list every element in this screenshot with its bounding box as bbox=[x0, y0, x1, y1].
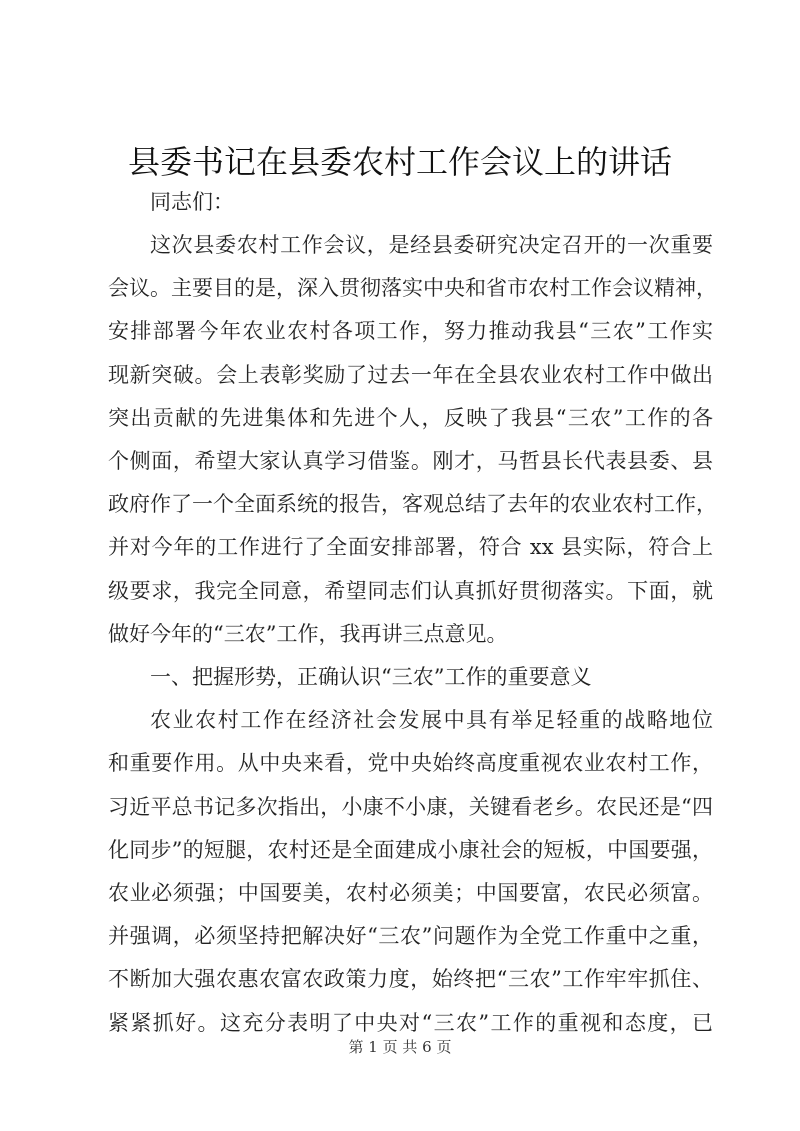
body-text-line: 不断加大强农惠农富农政策力度，始终把“三农”工作牢牢抓住、 bbox=[108, 967, 713, 991]
body-text-line: 做好今年的“三农”工作，我再讲三点意见。 bbox=[108, 622, 508, 646]
body-text-line: 并强调，必须坚持把解决好“三农”问题作为全党工作重中之重， bbox=[108, 924, 713, 948]
body-text-line: 政府作了一个全面系统的报告，客观总结了去年的农业农村工作， bbox=[108, 492, 717, 516]
body-text-line: 突出贡献的先进集体和先进个人，反映了我县“三农”工作的各 bbox=[108, 406, 713, 430]
body-text-line: 这次县委农村工作会议，是经县委研究决定召开的一次重要 bbox=[150, 233, 713, 257]
body-text-line: 并对今年的工作进行了全面安排部署，符合 xx 县实际，符合上 bbox=[108, 535, 713, 559]
body-text-line: 安排部署今年农业农村各项工作，努力推动我县“三农”工作实 bbox=[108, 319, 713, 343]
body-text-line: 现新突破。会上表彰奖励了过去一年在全县农业农村工作中做出 bbox=[108, 363, 713, 387]
body-text-line: 级要求，我完全同意，希望同志们认真抓好贯彻落实。下面，就 bbox=[108, 579, 713, 603]
section-heading: 一、把握形势，正确认识“三农”工作的重要意义 bbox=[150, 665, 592, 689]
page-footer: 第 1 页 共 6 页 bbox=[348, 1038, 452, 1056]
body-text-line: 习近平总书记多次指出，小康不小康，关键看老乡。农民还是“四 bbox=[108, 795, 713, 819]
salutation: 同志们： bbox=[150, 190, 234, 214]
body-text-line: 化同步”的短腿，农村还是全面建成小康社会的短板，中国要强， bbox=[108, 838, 713, 862]
document-title: 县委书记在县委农村工作会议上的讲话 bbox=[127, 143, 672, 181]
body-text-line: 会议。主要目的是，深入贯彻落实中央和省市农村工作会议精神， bbox=[108, 276, 717, 300]
body-text-line: 和重要作用。从中央来看，党中央始终高度重视农业农村工作， bbox=[108, 751, 713, 775]
body-text-line: 农业农村工作在经济社会发展中具有举足轻重的战略地位 bbox=[150, 708, 713, 732]
body-text-line: 紧紧抓好。这充分表明了中央对“三农”工作的重视和态度，已 bbox=[108, 1011, 713, 1035]
body-text-line: 个侧面，希望大家认真学习借鉴。刚才，马哲县长代表县委、县 bbox=[108, 449, 713, 473]
body-text-line: 农业必须强；中国要美，农村必须美；中国要富，农民必须富。 bbox=[108, 881, 713, 905]
